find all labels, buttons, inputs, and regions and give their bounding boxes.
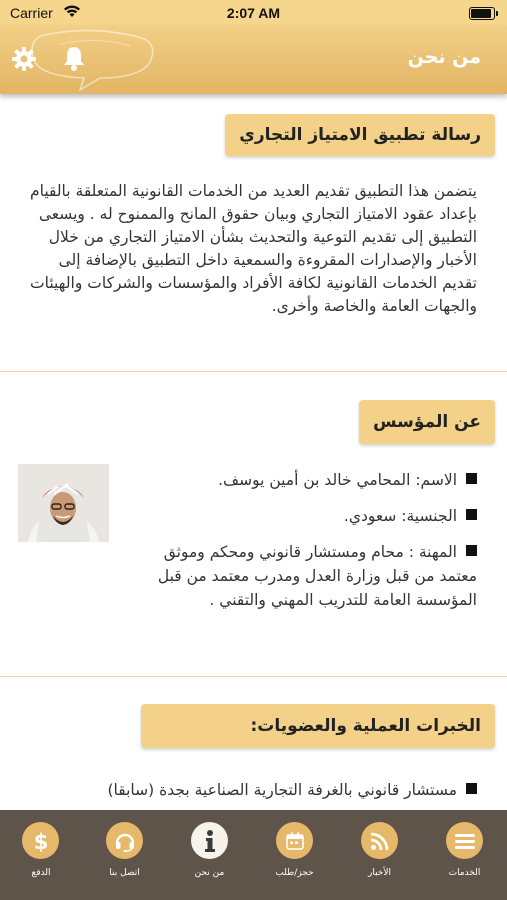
- calendar-icon: [276, 822, 313, 859]
- tab-label-payment: الدفع: [31, 868, 51, 878]
- bottom-tab-bar: [0, 810, 507, 900]
- bell-icon[interactable]: [62, 45, 86, 76]
- info-icon: [191, 822, 228, 859]
- tab-label-news: الأخبار: [367, 868, 391, 878]
- founder-profession-item: [157, 540, 477, 612]
- section-divider: [0, 371, 507, 372]
- experience-text: مستشار قانوني بالغرفة التجارية الصناعية بجدة (سابقا): [107, 781, 457, 799]
- founder-name-item: [157, 468, 477, 492]
- carrier-label: Carrier: [10, 5, 53, 21]
- content-scroll-area[interactable]: [0, 94, 507, 810]
- tab-about[interactable]: [167, 810, 252, 900]
- status-time: 2:07 AM: [226, 5, 281, 21]
- rss-icon: [361, 822, 398, 859]
- app-header: [0, 26, 507, 94]
- bullet-square: [466, 509, 477, 520]
- tab-label-services: الخدمات: [448, 868, 481, 878]
- tab-label-about: من نحن: [194, 868, 225, 878]
- svg-text:$: $: [33, 829, 48, 853]
- menu-icon: [446, 822, 483, 859]
- status-bar: [0, 0, 507, 26]
- speech-bubbles-decoration: [20, 28, 160, 94]
- dollar-icon: [22, 822, 59, 859]
- founder-heading: عن المؤسس: [359, 400, 495, 444]
- experience-list: [27, 778, 477, 802]
- app-message-heading: رسالة تطبيق الامتياز التجاري: [225, 114, 495, 156]
- battery-icon: [469, 7, 495, 20]
- experience-item: [27, 778, 477, 802]
- tab-label-contact: اتصل بنا: [109, 868, 140, 878]
- founder-details-list: [157, 468, 477, 624]
- tab-payment[interactable]: [0, 810, 82, 900]
- bullet-square: [466, 783, 477, 794]
- section-divider: [0, 676, 507, 677]
- founder-profession: المهنة : محام ومستشار قانوني ومحكم وموثق معتمد من قبل وزارة العدل ومدرب معتمد من قبل المؤسسة العامة للتدريب المهني والتقني .: [157, 543, 477, 609]
- bullet-square: [466, 473, 477, 484]
- tab-booking[interactable]: [252, 810, 337, 900]
- founder-photo: [18, 464, 109, 542]
- tab-services[interactable]: [422, 810, 507, 900]
- app-message-body: يتضمن هذا التطبيق تقديم العديد من الخدمات القانونية المتعلقة بالقيام بإعداد عقود الامتياز التجاري وبيان حقوق المانح والممنوح له . ويسعى التطبيق إلى تقديم التوعية والتحديث بشأن الامتياز التجاري من خلال الأخبار والإصدارات المقروءة والسمعية داخل التطبيق بالإضافة إلى تقديم الخدمات القانونية لكافة الأفراد والمؤسسات والشركات والهيئات والجهات العامة والخاصة وأخرى.: [30, 182, 477, 315]
- experience-heading: الخبرات العملية والعضويات:: [141, 704, 495, 748]
- gear-icon[interactable]: [11, 46, 37, 76]
- page-title: من نحن: [407, 46, 481, 68]
- tab-contact[interactable]: [82, 810, 167, 900]
- tab-label-booking: حجز/طلب: [275, 868, 314, 878]
- founder-nationality: الجنسية: سعودي.: [343, 507, 457, 525]
- founder-nationality-item: [157, 504, 477, 528]
- headset-icon: [106, 822, 143, 859]
- founder-name: الاسم: المحامي خالد بن أمين يوسف.: [218, 471, 457, 489]
- tab-news[interactable]: [337, 810, 422, 900]
- bullet-square: [466, 545, 477, 556]
